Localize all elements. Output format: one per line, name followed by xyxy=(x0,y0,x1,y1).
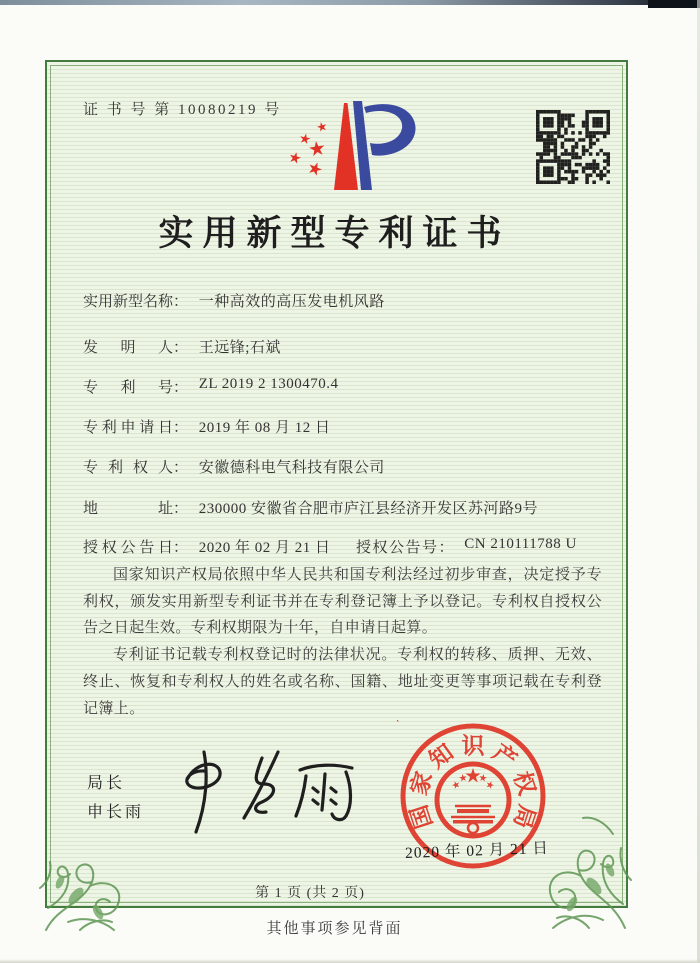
field-value-grant-date: 2020 年 02 月 21 日 xyxy=(198,540,331,556)
field-value-patent-no: ZL 2019 2 1300470.4 xyxy=(198,376,339,392)
qr-code xyxy=(536,110,610,184)
certificate-number: 证 书 号 第 10080219 号 xyxy=(83,102,282,118)
field-row-patentee xyxy=(83,456,603,477)
field-label: 专利权人 xyxy=(83,460,173,476)
field-row-grant-date xyxy=(83,536,603,557)
field-label: 发明人 xyxy=(83,340,173,356)
field-value-filing-date: 2019 年 08 月 12 日 xyxy=(198,420,331,436)
field-colon: ： xyxy=(173,380,189,396)
field-value-patent-name: 一种高效的高压发电机风路 xyxy=(198,294,385,310)
field-row-inventor xyxy=(83,336,603,357)
seal-date: 2020 年 02 月 21 日 xyxy=(404,839,550,862)
field-value-address: 230000 安徽省合肥市庐江县经济开发区苏河路9号 xyxy=(198,501,539,517)
field-colon: ： xyxy=(438,540,454,556)
patent-office-logo-icon xyxy=(280,98,420,195)
certificate-body xyxy=(83,562,602,722)
svg-text:权: 权 xyxy=(508,768,540,799)
field-label: 专利申请日 xyxy=(83,420,173,436)
field-colon: ： xyxy=(173,501,189,517)
svg-text:国: 国 xyxy=(406,801,438,832)
field-label: 专利号 xyxy=(83,380,173,396)
field-row-patent-no xyxy=(83,376,603,397)
field-colon: ： xyxy=(173,420,189,436)
field-label: 地址 xyxy=(83,501,173,517)
body-paragraph-1: 国家知识产权局依照中华人民共和国专利法经过初步审查，决定授予专利权，颁发实用新型专利证书并在专利登记簿上予以登记。专利权自授权公告之日起生效。专利权期限为十年，自申请日起算。 xyxy=(83,567,602,637)
field-row-name xyxy=(83,290,603,311)
svg-text:局: 局 xyxy=(508,801,540,832)
svg-text:家: 家 xyxy=(406,768,438,799)
svg-text:产: 产 xyxy=(488,739,522,774)
field-colon: ： xyxy=(173,294,189,310)
field-row-address xyxy=(83,497,603,518)
field-label: 实用新型名称 xyxy=(83,294,174,310)
signer-title: 局长 xyxy=(87,775,126,792)
field-label: 授权公告号 xyxy=(356,540,439,556)
field-row-filing-date xyxy=(83,416,603,437)
svg-text:识: 识 xyxy=(461,733,485,759)
field-value-grant-no: CN 210111788 U xyxy=(464,536,577,552)
scan-edge-artifact-top xyxy=(0,0,700,5)
field-grant-number xyxy=(356,536,577,557)
seal-emblem xyxy=(451,768,495,824)
scan-edge-artifact-top-right xyxy=(648,0,700,8)
scan-edge-artifact-bottom xyxy=(0,959,700,963)
field-colon: ： xyxy=(173,540,189,556)
field-value-patentee: 安徽德科电气科技有限公司 xyxy=(198,460,385,476)
body-paragraph-2: 专利证书记载专利权登记时的法律状况。专利权的转移、质押、无效、终止、恢复和专利权人的姓名或名称、国籍、地址变更等事项记载在专利登记簿上。 xyxy=(83,647,602,717)
page-number: 第 1 页 (共 2 页) xyxy=(255,886,365,901)
back-side-note: 其他事项参见背面 xyxy=(266,921,403,937)
field-label: 授权公告日 xyxy=(83,540,173,556)
commissioner-signature xyxy=(160,740,370,845)
field-colon: ： xyxy=(173,460,189,476)
svg-text:知: 知 xyxy=(424,739,458,774)
field-colon: ： xyxy=(173,340,189,356)
field-value-inventor: 王远锋;石斌 xyxy=(198,340,281,356)
signer-name: 申长雨 xyxy=(87,804,145,821)
certificate-title: 实用新型专利证书 xyxy=(158,214,511,253)
